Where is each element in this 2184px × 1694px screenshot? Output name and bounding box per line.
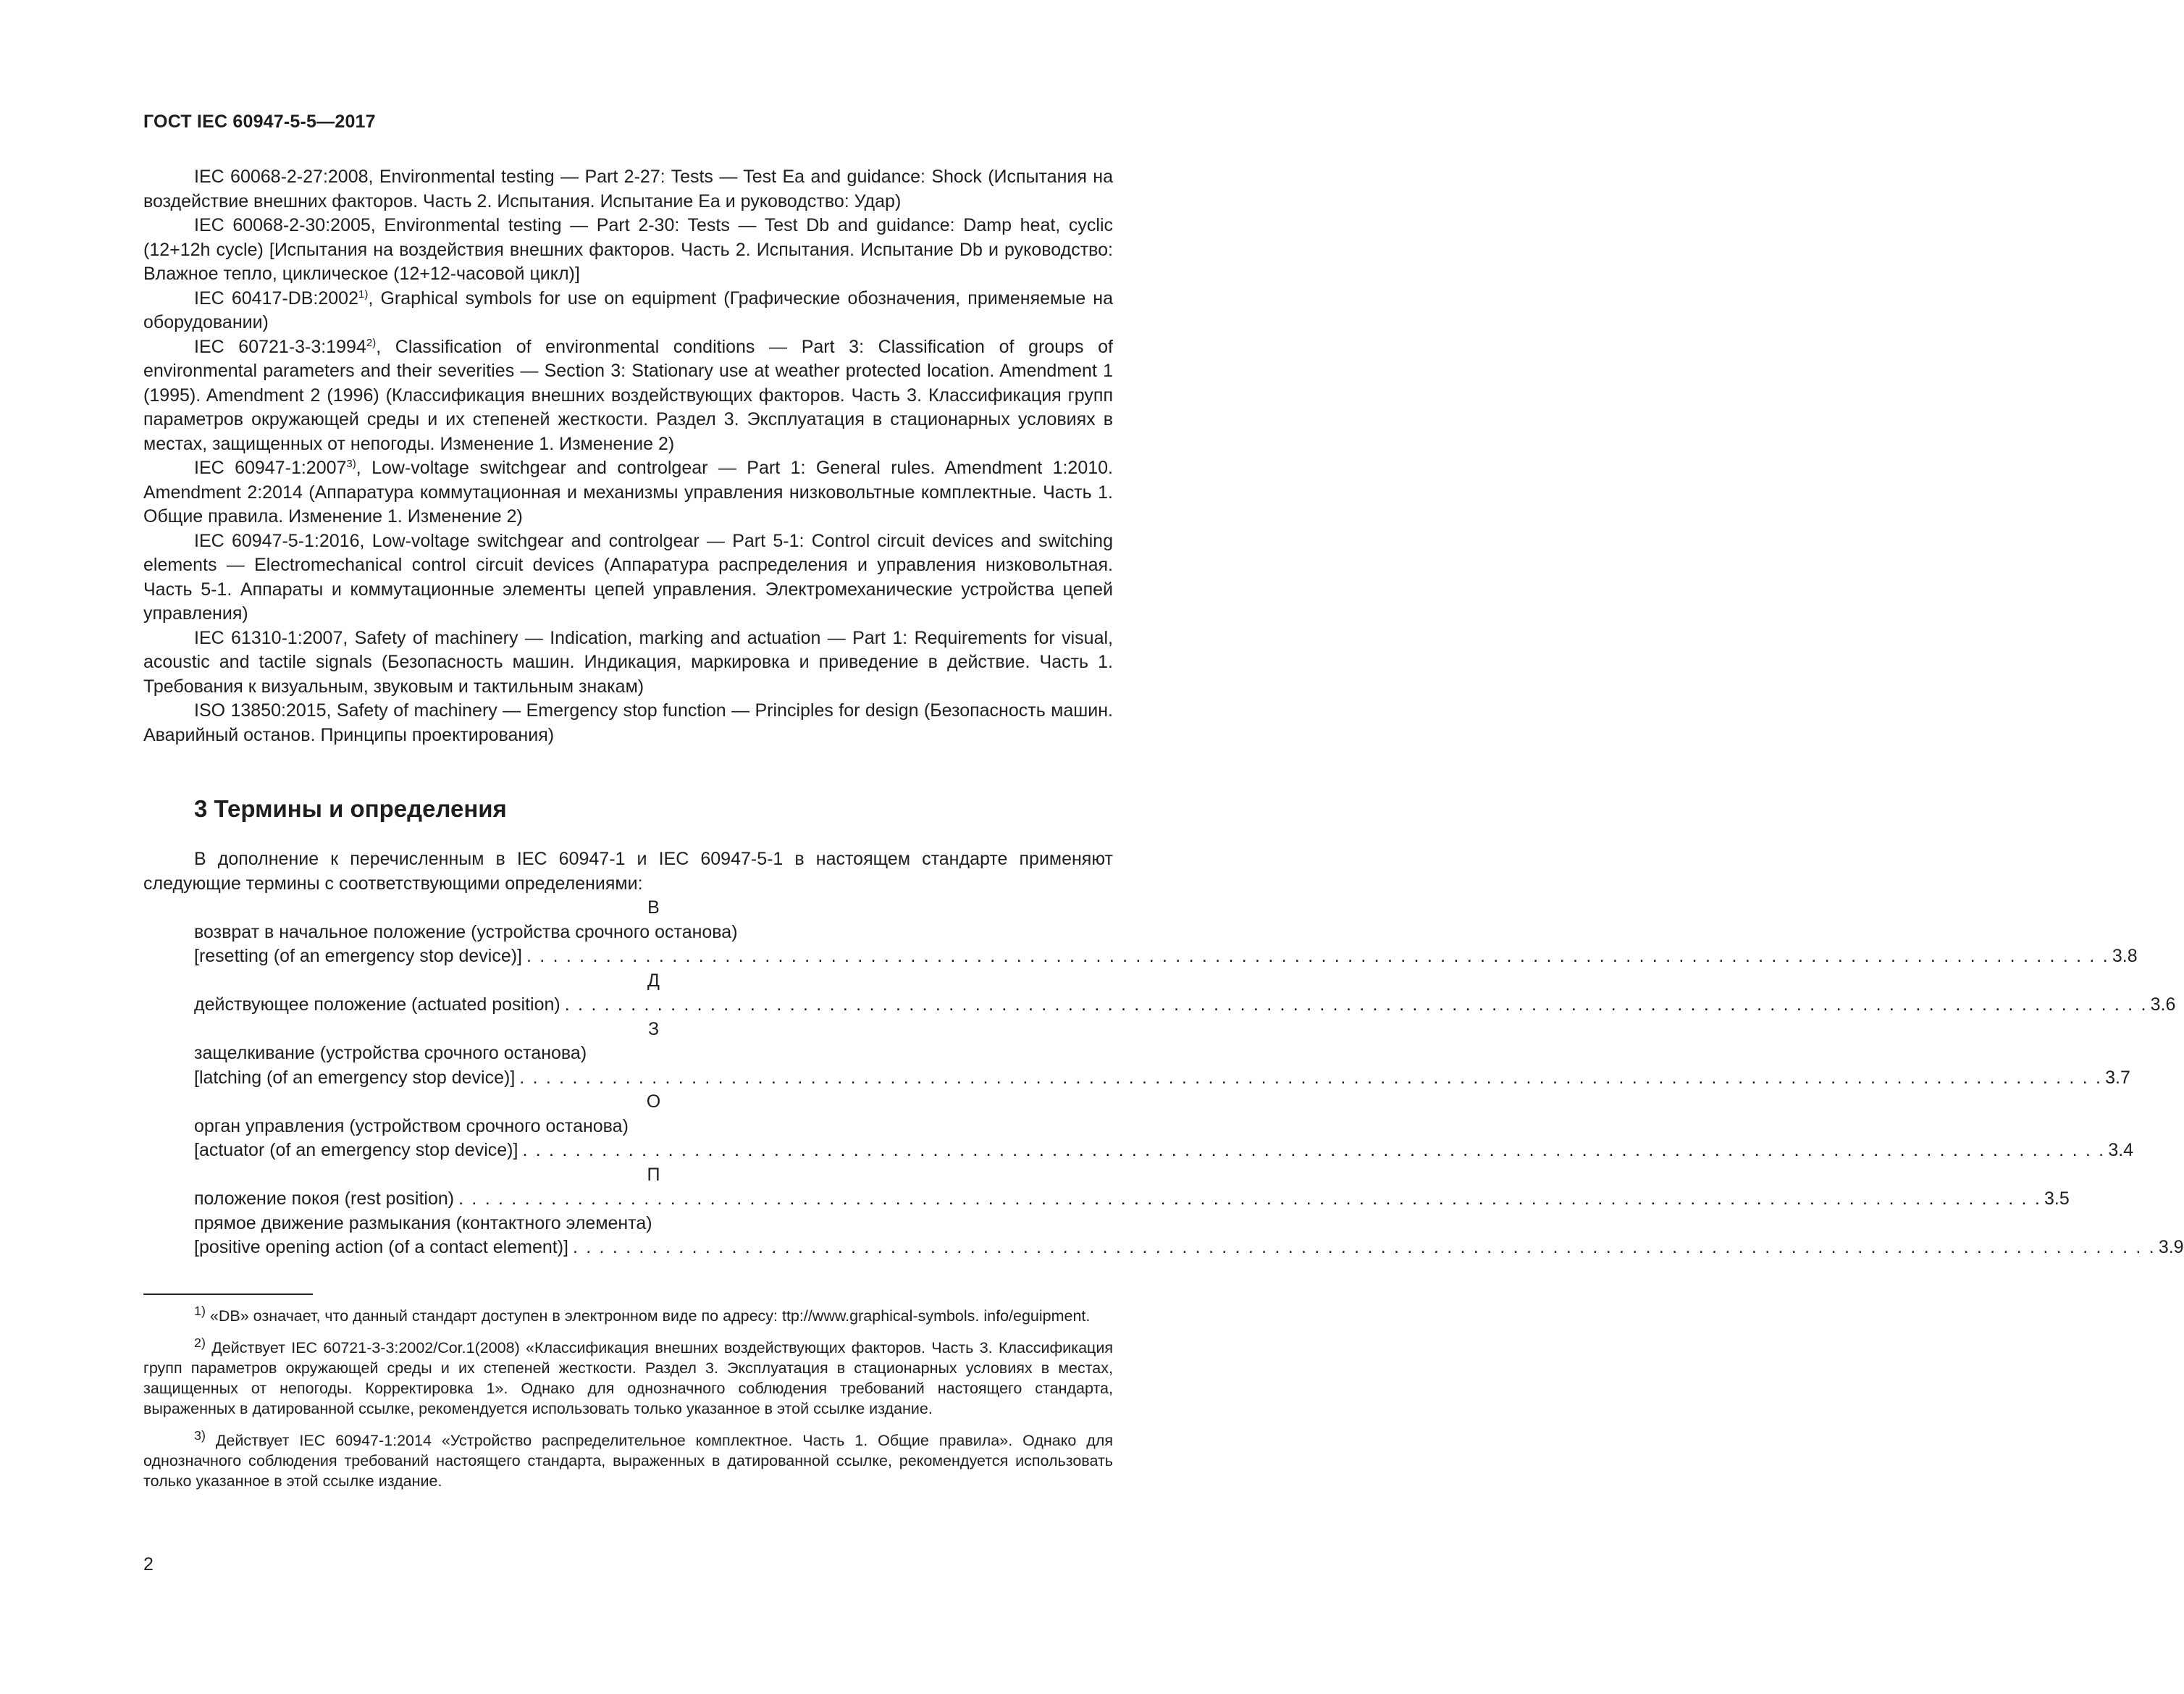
index-term: действующее положение (actuated position) bbox=[194, 994, 560, 1015]
reference-item: IEC 60947-5-1:2016, Low-voltage switchgear and controlgear — Part 5-1: Control circuit devices and switching elements — Electromechanical control circuit devices (Аппаратура распределения и управления низковольтная. Часть 5-1. Аппараты и коммутационные элементы цепей управления. Электромеханические устройства цепей управления) bbox=[143, 530, 1113, 624]
index-reference-number: 3.8 bbox=[2112, 946, 2138, 966]
index-entry bbox=[194, 1236, 2184, 1260]
dot-leader: . . . . . . . . . . . . . . . . . . . . . . . . . . . . . . . . . . . . . . . . . . . . . . . . . . . . . . . . . . . . . . . . . . . . . . . . . . . . . . . . . . . . . . . . . . . . . . . . . . . . . . . . . . . . . . . . . . . . . . . . bbox=[564, 994, 2148, 1015]
footnote-separator bbox=[143, 1293, 313, 1295]
index-entry bbox=[194, 1139, 2134, 1163]
index-term: [resetting (of an emergency stop device)] bbox=[194, 946, 523, 966]
footnotes bbox=[143, 1301, 1113, 1498]
terms-index bbox=[194, 896, 2184, 1260]
index-reference-number: 3.7 bbox=[2105, 1067, 2130, 1088]
footnote-text: Действует IEC 60721-3-3:2002/Cor.1(2008) «Классификация внешних воздействующих факторов. Часть 3. Классификация групп параметров окружающей среды и их степеней жесткости. Раздел 3. Эксплуатация в стационарных условиях в местах, защищенных от непогоды. Корректировка 1». Однако для однозначного соблюдения требований настоящего стандарта, выраженных в датированной ссылке, рекомендуется использовать только указанное в этой ссылке издание. bbox=[143, 1339, 1113, 1418]
footnote-mark: 2) bbox=[194, 1336, 206, 1351]
dot-leader: . . . . . . . . . . . . . . . . . . . . . . . . . . . . . . . . . . . . . . . . . . . . . . . . . . . . . . . . . . . . . . . . . . . . . . . . . . . . . . . . . . . . . . . . . . . . . . . . . . . . . . . . . . . . . . . . . . . . . . . . bbox=[572, 1237, 2156, 1257]
reference-item: IEC 61310-1:2007, Safety of machinery — Indication, marking and actuation — Part 1: Requirements for visual, acoustic and tactile signals (Безопасность машин. Индикация, маркировка и приведение в действие. Часть 1. Требования к визуальным, звуковым и тактильным знакам) bbox=[143, 627, 1113, 697]
index-term: [latching (of an emergency stop device)] bbox=[194, 1067, 516, 1088]
index-reference-number: 3.6 bbox=[2150, 994, 2176, 1015]
footnote-mark: 3) bbox=[346, 458, 356, 470]
index-reference-number: 3.5 bbox=[2044, 1188, 2070, 1209]
footnote-text: Действует IEC 60947-1:2014 «Устройство распределительное комплектное. Часть 1. Общие правила». Однако для однозначного соблюдения требований настоящего стандарта, выраженных в датированной ссылке, рекомендуется использовать только указанное в этой ссылке издание. bbox=[143, 1432, 1113, 1490]
index-letter: З bbox=[647, 1018, 660, 1039]
index-entry bbox=[194, 1066, 2130, 1091]
index-letter: О bbox=[646, 1091, 661, 1112]
index-term: [actuator (of an emergency stop device)] bbox=[194, 1140, 518, 1160]
index-reference-number: 3.9 bbox=[2158, 1237, 2184, 1257]
index-term: орган управления (устройством срочного останова) bbox=[194, 1115, 629, 1136]
index-letter: Д bbox=[647, 970, 660, 991]
section-title: 3 Термины и определения bbox=[194, 795, 507, 822]
index-term: возврат в начальное положение (устройства срочного останова) bbox=[194, 921, 738, 942]
footnote-mark: 1) bbox=[358, 288, 369, 301]
normative-references bbox=[143, 165, 1113, 747]
index-term: положение покоя (rest position) bbox=[194, 1188, 455, 1209]
index-term: [positive opening action (of a contact element)] bbox=[194, 1237, 568, 1257]
section-intro: В дополнение к перечисленным в IEC 60947-1 и IEC 60947-5-1 в настоящем стандарте применяют следующие термины с соответствующими определениями: bbox=[143, 849, 1113, 894]
footnote bbox=[143, 1333, 1113, 1419]
footnote-text: «DB» означает, что данный стандарт доступен в электронном виде по адресу: ttp://www.graphical-symbols. info/eguipment. bbox=[209, 1307, 1091, 1325]
dot-leader: . . . . . . . . . . . . . . . . . . . . . . . . . . . . . . . . . . . . . . . . . . . . . . . . . . . . . . . . . . . . . . . . . . . . . . . . . . . . . . . . . . . . . . . . . . . . . . . . . . . . . . . . . . . . . . . . . . . . . . . . bbox=[522, 1140, 2106, 1160]
index-term: прямое движение размыкания (контактного элемента) bbox=[194, 1212, 652, 1233]
dot-leader: . . . . . . . . . . . . . . . . . . . . . . . . . . . . . . . . . . . . . . . . . . . . . . . . . . . . . . . . . . . . . . . . . . . . . . . . . . . . . . . . . . . . . . . . . . . . . . . . . . . . . . . . . . . . . . . . . . . . . . . . bbox=[458, 1188, 2041, 1209]
reference-item: IEC 60068-2-30:2005, Environmental testing — Part 2-30: Tests — Test Db and guidance: Damp heat, cyclic (12+12h cycle) [Испытания на воздействия внешних факторов. Часть 2. Испытания. Испытание Db и руководство: Влажное тепло, циклическое (12+12-часовой цикл)] bbox=[143, 215, 1113, 284]
index-entry bbox=[194, 993, 2176, 1018]
index-term: защелкивание (устройства срочного останова) bbox=[194, 1043, 587, 1063]
index-letter: П bbox=[647, 1164, 660, 1185]
index-entry bbox=[194, 1187, 2070, 1212]
index-letter: В bbox=[647, 897, 660, 918]
footnote-mark: 2) bbox=[366, 336, 377, 349]
footnote bbox=[143, 1425, 1113, 1491]
dot-leader: . . . . . . . . . . . . . . . . . . . . . . . . . . . . . . . . . . . . . . . . . . . . . . . . . . . . . . . . . . . . . . . . . . . . . . . . . . . . . . . . . . . . . . . . . . . . . . . . . . . . . . . . . . . . . . . . . . . . . . . . bbox=[519, 1067, 2103, 1088]
reference-item: IEC 60947-1:2007$^{3)}$, Low-voltage switchgear and controlgear — Part 1: General rules. Amendment 1:2010. Amendment 2:2014 (Аппаратура коммутационная и механизмы управления низковольтные комплектные. Часть 1. Общие правила. Изменение 1. Изменение 2) bbox=[143, 458, 1113, 527]
dot-leader: . . . . . . . . . . . . . . . . . . . . . . . . . . . . . . . . . . . . . . . . . . . . . . . . . . . . . . . . . . . . . . . . . . . . . . . . . . . . . . . . . . . . . . . . . . . . . . . . . . . . . . . . . . . . . . . . . . . . . . . . bbox=[526, 946, 2109, 966]
reference-item: IEC 60068-2-27:2008, Environmental testing — Part 2-27: Tests — Test Ea and guidance: Shock (Испытания на воздействие внешних факторов. Часть 2. Испытания. Испытание Еа и руководство: Удар) bbox=[143, 167, 1113, 211]
document-header: ГОСТ IEC 60947-5-5—2017 bbox=[143, 112, 376, 132]
reference-item: IEC 60721-3-3:1994$^{2)}$, Classification of environmental conditions — Part 3: Classification of groups of environmental parameters and their severities — Section 3: Stationary use at weather protected location. Amendment 1 (1995). Amendment 2 (1996) (Классификация внешних воздействующих факторов. Часть 3. Классификация групп параметров окружающей среды и их степеней жесткости. Раздел 3. Эксплуатация в стационарных условиях в местах, защищенных от непогоды. Изменение 1. Изменение 2) bbox=[143, 336, 1113, 454]
index-entry bbox=[194, 944, 2138, 969]
reference-item: ISO 13850:2015, Safety of machinery — Emergency stop function — Principles for design (Безопасность машин. Аварийный останов. Принципы проектирования) bbox=[143, 700, 1113, 745]
reference-item: IEC 60417-DB:2002$^{1)}$, Graphical symbols for use on equipment (Графические обозначения, применяемые на оборудовании) bbox=[143, 288, 1113, 332]
footnote-mark: 3) bbox=[194, 1428, 206, 1443]
footnote bbox=[143, 1301, 1113, 1326]
page-number: 2 bbox=[143, 1554, 154, 1575]
footnote-mark: 1) bbox=[194, 1304, 206, 1318]
index-reference-number: 3.4 bbox=[2108, 1140, 2134, 1160]
